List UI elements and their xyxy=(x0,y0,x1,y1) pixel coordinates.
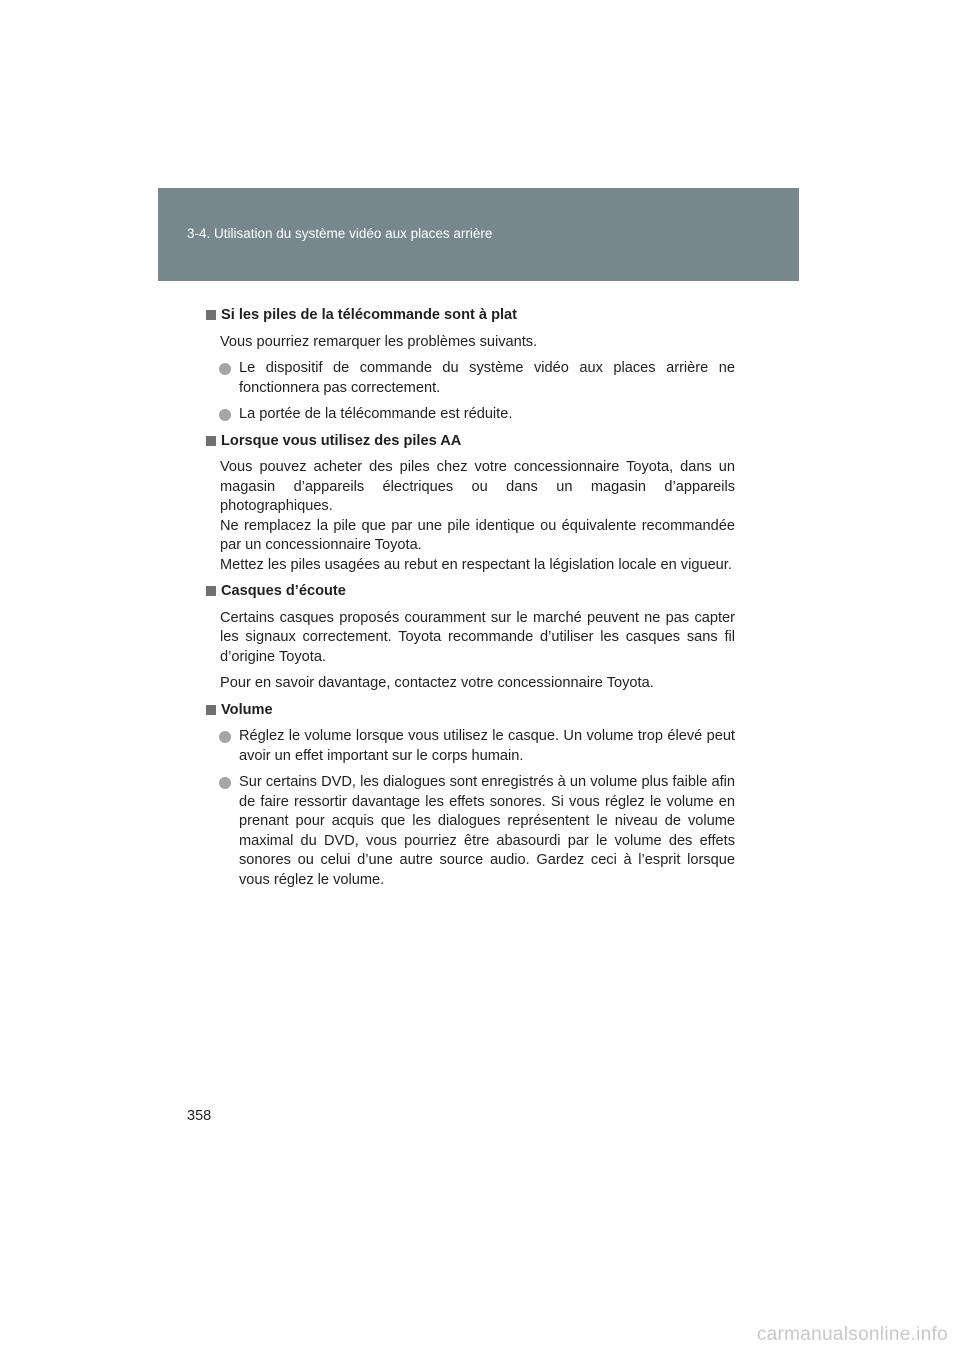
section-header-band xyxy=(158,188,799,281)
section-title-text: Si les piles de la télécommande sont à plat xyxy=(221,307,518,323)
paragraph: Vous pourriez remarquer les problèmes suivants. xyxy=(220,333,538,350)
bullet-item xyxy=(239,405,735,425)
paragraph: Certains casques proposés couramment sur le marché peuvent ne pas capter les signaux correctement. Toyota recommande d’utiliser les casques sans fil d’origine Toyota. xyxy=(220,609,735,665)
section-title-text: Casques d’écoute xyxy=(221,583,346,599)
square-bullet-icon xyxy=(206,586,216,596)
bullet-item xyxy=(239,359,735,398)
square-bullet-icon xyxy=(206,310,216,320)
square-bullet-icon xyxy=(206,705,216,715)
paragraph-group xyxy=(220,458,735,575)
page-content xyxy=(207,306,735,897)
bullet-item xyxy=(239,727,735,766)
page-number: 358 xyxy=(187,1108,212,1124)
square-bullet-icon xyxy=(206,436,216,446)
circle-bullet-icon xyxy=(219,363,231,375)
paragraph-line: Mettez les piles usagées au rebut en respectant la législation locale en vigueur. xyxy=(220,556,732,573)
bullet-item xyxy=(239,773,735,890)
paragraph-line: Ne remplacez la pile que par une pile identique ou équivalente recommandée par un concessionnaire Toyota. xyxy=(220,517,735,553)
bullet-text: Le dispositif de commande du système vidéo aux places arrière ne fonctionnera pas correctement. xyxy=(239,360,735,396)
paragraph: Pour en savoir davantage, contactez votre concessionnaire Toyota. xyxy=(220,675,654,691)
circle-bullet-icon xyxy=(219,731,231,743)
section-title-volume xyxy=(207,701,735,721)
bullet-text: Sur certains DVD, les dialogues sont enregistrés à un volume plus faible afin de faire ressortir davantage les effets sonores. Si vous réglez le volume en prenant pour acquis que les dialogues représentent le niveau de volume maximal du DVD, vous pourriez être abasourdi par le volume des effets sonores ou celui d’une autre source audio. Gardez ceci à l’esprit lorsque vous réglez le volume. xyxy=(239,774,735,888)
circle-bullet-icon xyxy=(219,409,231,421)
section-title-text: Lorsque vous utilisez des piles AA xyxy=(221,432,462,449)
section-title-piles-a-plat xyxy=(207,306,735,326)
bullet-text: Réglez le volume lorsque vous utilisez le casque. Un volume trop élevé peut avoir un effet important sur le corps humain. xyxy=(239,728,735,764)
paragraph-line: Vous pouvez acheter des piles chez votre concessionnaire Toyota, dans un magasin d’appareils électriques ou dans un magasin d’appareils photographiques. xyxy=(220,459,735,514)
section-title-casques xyxy=(207,582,735,602)
section-header-title: 3-4. Utilisation du système vidéo aux places arrière xyxy=(187,226,493,241)
section-title-text: Volume xyxy=(221,701,273,718)
section-title-piles-aa xyxy=(207,432,735,452)
watermark: carmanualsonline.info xyxy=(756,1324,948,1345)
circle-bullet-icon xyxy=(219,777,231,789)
bullet-text: La portée de la télécommande est réduite. xyxy=(239,406,513,422)
